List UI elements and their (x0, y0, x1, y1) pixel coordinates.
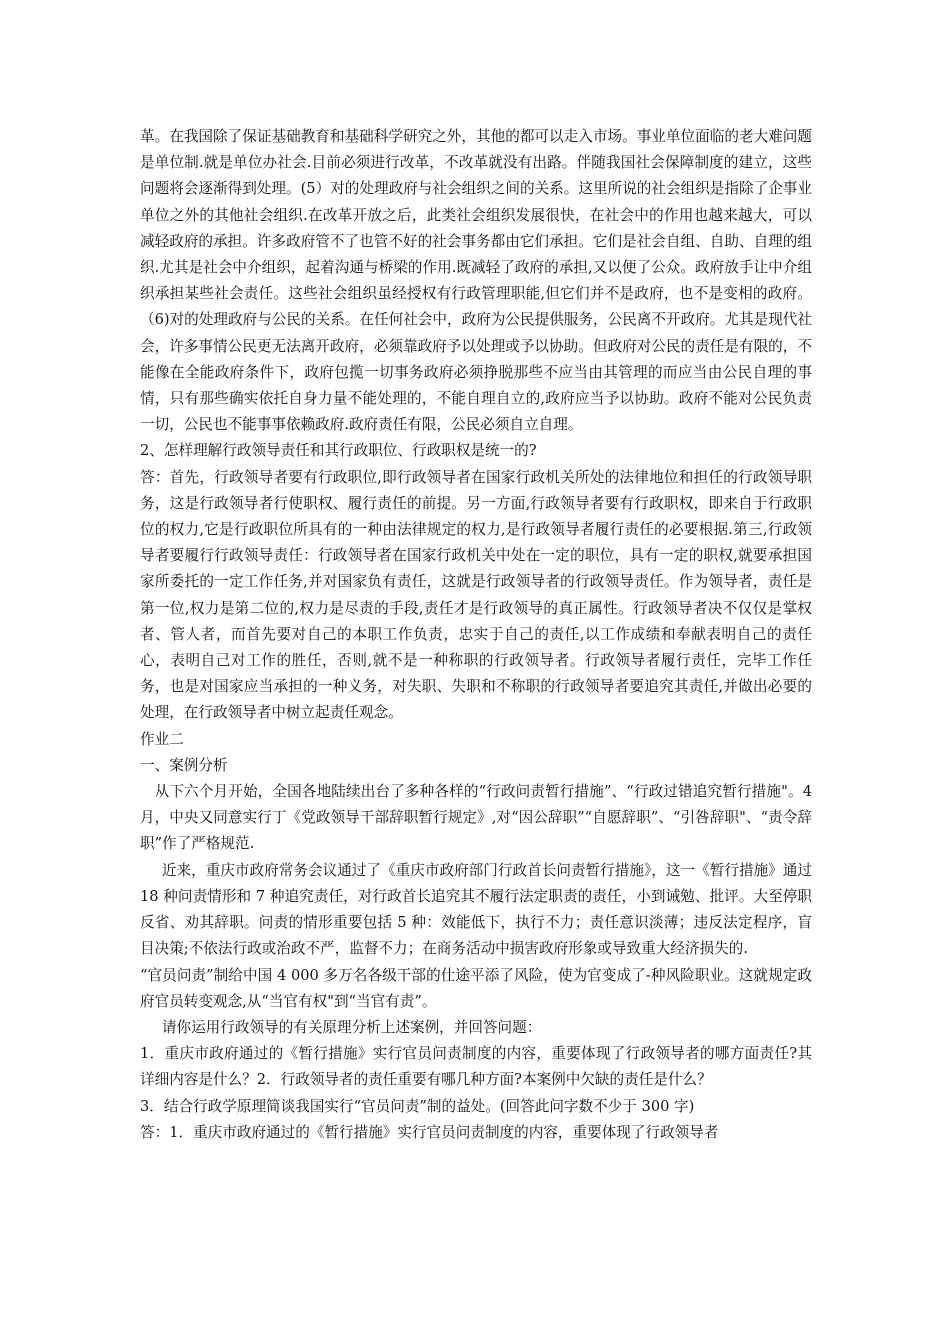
document-page (140, 124, 812, 1146)
case-paragraph-1: 从下六个月开始，全国各地陆续出台了多种各样的“行政问责暂行措施”、“行政过错追究暂行措施"。4月，中央又同意实行丁《党政领导干部辞职暂行规定》,对“因公辞职”“自愿辞职”、“引咎辞职"、“责令辞职”作了严格规范. (140, 783, 812, 853)
case-paragraph-3: “官员问责”制给中国 4 000 多万名各级干部的仕途平添了风险，使为官变成了-种风险职业。这就规定政府官员转变观念,从“当官有权"到“当官有责”。 (140, 966, 812, 1010)
answer-2-paragraph: 答：首先，行政领导者要有行政职位,即行政领导者在国家行政机关所处的法律地位和担任的行政领导职务，这是行政领导者行使职权、履行责任的前提。另一方面,行政领导者要有行政职权，即来自于行政职位的权力,它是行政职位所具有的一种由法律规定的权力,是行政领导者履行责任的必要根据.第三,行政领导者要履行行政领导责任：行政领导者在国家行政机关中处在一定的职位，具有一定的职权,就要承担国家所委托的一定工作任务,并对国家负有责任，这就是行政领导者的行政领导责任。作为领导者，责任是第一位,权力是第二位的,权力是尽责的手段,责任才是行政领导的真正属性。行政领导者决不仅仅是掌权者、管人者，而首先要对自己的本职工作负责，忠实于自己的责任,以工作成绩和奉献表明自己的责任心，表明自己对工作的胜任，否则,就不是一种称职的行政领导者。行政领导者履行责任，完毕工作任务，也是对国家应当承担的一种义务，对失职、失职和不称职的行政领导者要追究其责任,并做出必要的处理，在行政领导者中树立起责任观念。 (140, 468, 812, 722)
assignment-2-heading: 作业二 (140, 730, 184, 748)
case-questions-1-2: 1．重庆市政府通过的《暂行措施》实行官员问责制度的内容，重要体现了行政领导者的哪方面责任?其详细内容是什么？2．行政领导者的责任重要有哪几种方面?本案例中欠缺的责任是什么？ (140, 1045, 812, 1089)
case-answer-start: 答：1．重庆市政府通过的《暂行措施》实行官员问责制度的内容，重要体现了行政领导者 (140, 1123, 719, 1141)
case-instruction: 请你运用行政领导的有关原理分析上述案例，并回答问题： (161, 1018, 542, 1036)
case-analysis-heading: 一、案例分析 (140, 756, 228, 774)
question-2-heading: 2、怎样理解行政领导责任和其行政职位、行政职权是统一的? (140, 442, 537, 460)
case-paragraph-2: 近来，重庆市政府常务会议通过了《重庆市政府部门行政首长问责暂行措施》，这一《暂行措施》通过 18 种问责情形和 7 种追究责任，对行政首长追究其不履行法定职责的责任，小到诫勉、批评。大至停职反省、劝其辞职。问责的情形重要包括 5 种：效能低下，执行不力；责任意识淡薄；违反法定程序，盲目决策;不依法行政或治政不严，监督不力；在商务活动中损害政府形象或导致重大经济损失的. (140, 861, 812, 958)
paragraph-government-responsibility: 革。在我国除了保证基础教育和基础科学研究之外，其他的都可以走入市场。事业单位面临的老大难问题是单位制.就是单位办社会.目前必须进行改革，不改革就没有出路。伴随我国社会保障制度的建立，这些问题将会逐渐得到处理。(5）对的处理政府与社会组织之间的关系。这里所说的社会组织是指除了企事业单位之外的其他社会组织.在改革开放之后，此类社会组织发展很快，在社会中的作用也越来越大，可以减轻政府的承担。许多政府管不了也管不好的社会事务都由它们承担。它们是社会自组、自助、自理的组织.尤其是社会中介组织，起着沟通与桥梁的作用.既减轻了政府的承担,又以便了公众。政府放手让中介组织承担某些社会责任。这些社会组织虽经授权有行政管理职能,但它们并不是政府，也不是变相的政府。（6)对的处理政府与公民的关系。在任何社会中，政府为公民提供服务，公民离不开政府。尤其是现代社会，许多事情公民更无法离开政府，必须靠政府予以处理或予以协助。但政府对公民的责任是有限的，不能像在全能政府条件下，政府包揽一切事务政府必须挣脱那些不应当由其管理的而应当由公民自理的事情，只有那些确实依托自身力量不能处理的，不能自理自立的,政府应当予以协助。政府不能对公民负责一切，公民也不能事事依赖政府.政府责任有限，公民必须自立自理。 (140, 128, 812, 434)
case-question-3: 3．结合行政学原理简谈我国实行“官员问责”制的益处。(回答此问字数不少于 300 字) (140, 1097, 695, 1115)
